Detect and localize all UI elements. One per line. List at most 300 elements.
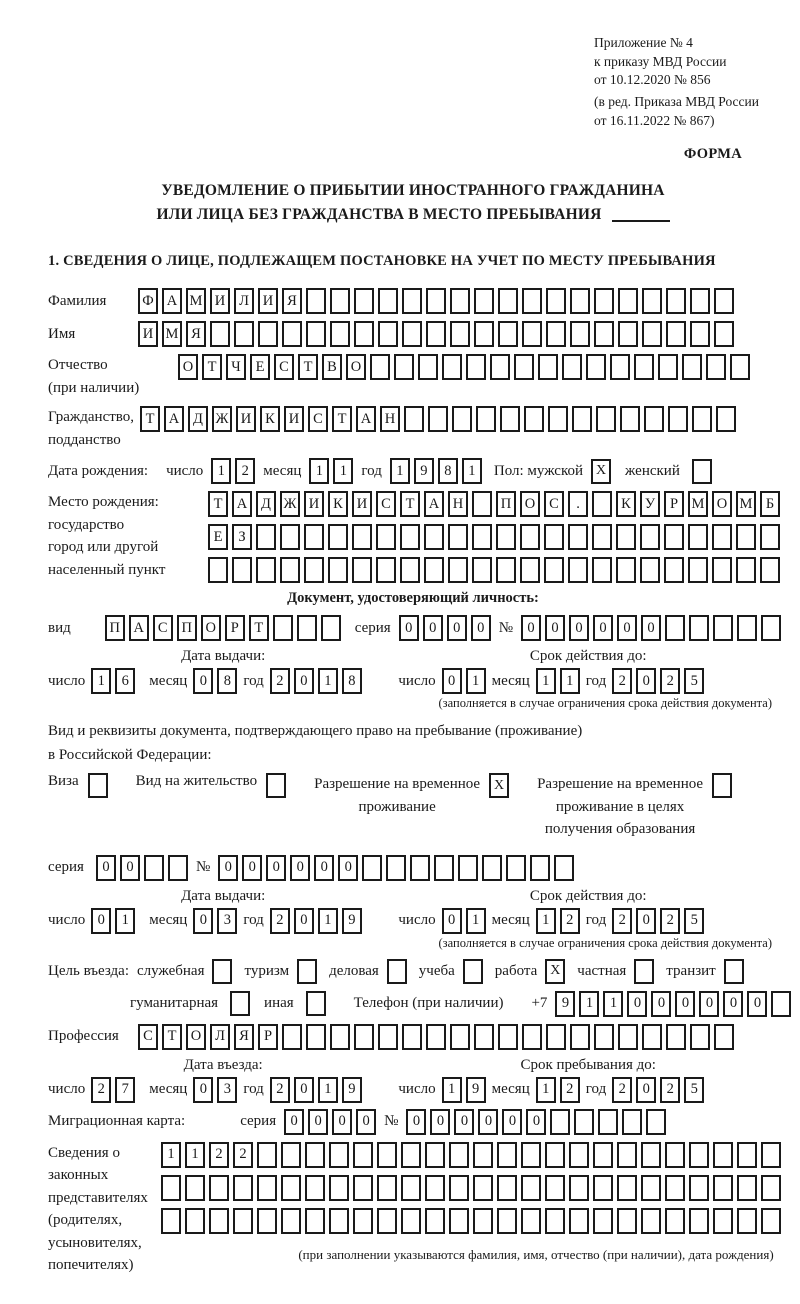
char-cell[interactable]: [472, 557, 492, 583]
char-cell[interactable]: [514, 354, 534, 380]
char-cell[interactable]: [634, 354, 654, 380]
char-cell[interactable]: [530, 855, 550, 881]
char-cell[interactable]: [618, 288, 638, 314]
char-cell[interactable]: [354, 1024, 374, 1050]
char-cell[interactable]: [689, 1142, 709, 1168]
char-cell[interactable]: [617, 1142, 637, 1168]
temp-residence-permit-checkbox[interactable]: X: [489, 773, 509, 798]
char-cell[interactable]: [473, 1142, 493, 1168]
char-cell[interactable]: [690, 288, 710, 314]
char-cell[interactable]: В: [322, 354, 342, 380]
char-cell[interactable]: [490, 354, 510, 380]
char-cell[interactable]: [570, 288, 590, 314]
char-cell[interactable]: 0: [526, 1109, 546, 1135]
char-cell[interactable]: Р: [225, 615, 245, 641]
char-cell[interactable]: [545, 1208, 565, 1234]
char-cell[interactable]: [210, 321, 230, 347]
char-cell[interactable]: 0: [193, 668, 213, 694]
char-cell[interactable]: [665, 1175, 685, 1201]
char-cell[interactable]: [618, 1024, 638, 1050]
char-cell[interactable]: [426, 321, 446, 347]
char-cell[interactable]: [449, 1175, 469, 1201]
char-cell[interactable]: [281, 1175, 301, 1201]
char-cell[interactable]: [714, 1024, 734, 1050]
char-cell[interactable]: 1: [536, 908, 556, 934]
char-cell[interactable]: [401, 1175, 421, 1201]
char-cell[interactable]: 0: [284, 1109, 304, 1135]
char-cell[interactable]: [404, 406, 424, 432]
char-cell[interactable]: [281, 1142, 301, 1168]
char-cell[interactable]: [545, 1175, 565, 1201]
char-cell[interactable]: П: [496, 491, 516, 517]
char-cell[interactable]: [257, 1208, 277, 1234]
char-cell[interactable]: 0: [430, 1109, 450, 1135]
char-cell[interactable]: 2: [660, 1077, 680, 1103]
char-cell[interactable]: Т: [162, 1024, 182, 1050]
char-cell[interactable]: 0: [502, 1109, 522, 1135]
char-cell[interactable]: [352, 557, 372, 583]
char-cell[interactable]: [592, 491, 612, 517]
char-cell[interactable]: З: [232, 524, 252, 550]
char-cell[interactable]: [712, 557, 732, 583]
char-cell[interactable]: [234, 321, 254, 347]
char-cell[interactable]: [330, 288, 350, 314]
char-cell[interactable]: [593, 1208, 613, 1234]
char-cell[interactable]: 2: [209, 1142, 229, 1168]
char-cell[interactable]: 2: [235, 458, 255, 484]
char-cell[interactable]: [498, 1024, 518, 1050]
char-cell[interactable]: [458, 855, 478, 881]
char-cell[interactable]: [520, 557, 540, 583]
char-cell[interactable]: [761, 615, 781, 641]
char-cell[interactable]: [321, 615, 341, 641]
char-cell[interactable]: [593, 1175, 613, 1201]
char-cell[interactable]: [282, 321, 302, 347]
char-cell[interactable]: [506, 855, 526, 881]
char-cell[interactable]: 8: [342, 668, 362, 694]
char-cell[interactable]: Я: [186, 321, 206, 347]
char-cell[interactable]: [569, 1175, 589, 1201]
char-cell[interactable]: [682, 354, 702, 380]
char-cell[interactable]: [736, 557, 756, 583]
char-cell[interactable]: [664, 524, 684, 550]
char-cell[interactable]: 0: [447, 615, 467, 641]
char-cell[interactable]: [550, 1109, 570, 1135]
char-cell[interactable]: 0: [96, 855, 116, 881]
purpose-humanitarian-checkbox[interactable]: [230, 991, 250, 1016]
char-cell[interactable]: [666, 321, 686, 347]
char-cell[interactable]: [497, 1208, 517, 1234]
char-cell[interactable]: [644, 406, 664, 432]
char-cell[interactable]: 0: [308, 1109, 328, 1135]
char-cell[interactable]: [306, 288, 326, 314]
char-cell[interactable]: [522, 288, 542, 314]
char-cell[interactable]: [554, 855, 574, 881]
char-cell[interactable]: 3: [217, 908, 237, 934]
char-cell[interactable]: [450, 321, 470, 347]
char-cell[interactable]: [161, 1208, 181, 1234]
char-cell[interactable]: 2: [660, 668, 680, 694]
char-cell[interactable]: 0: [91, 908, 111, 934]
char-cell[interactable]: [690, 1024, 710, 1050]
char-cell[interactable]: [610, 354, 630, 380]
char-cell[interactable]: Б: [760, 491, 780, 517]
char-cell[interactable]: 0: [193, 908, 213, 934]
char-cell[interactable]: 0: [338, 855, 358, 881]
char-cell[interactable]: [642, 288, 662, 314]
char-cell[interactable]: [386, 855, 406, 881]
char-cell[interactable]: [689, 1175, 709, 1201]
char-cell[interactable]: [520, 524, 540, 550]
char-cell[interactable]: 2: [660, 908, 680, 934]
char-cell[interactable]: [496, 557, 516, 583]
sex-male-checkbox[interactable]: X: [591, 459, 611, 484]
char-cell[interactable]: [208, 557, 228, 583]
char-cell[interactable]: [305, 1175, 325, 1201]
char-cell[interactable]: 1: [466, 908, 486, 934]
char-cell[interactable]: [562, 354, 582, 380]
char-cell[interactable]: [712, 524, 732, 550]
char-cell[interactable]: О: [712, 491, 732, 517]
char-cell[interactable]: П: [105, 615, 125, 641]
char-cell[interactable]: К: [260, 406, 280, 432]
char-cell[interactable]: А: [232, 491, 252, 517]
char-cell[interactable]: [330, 1024, 350, 1050]
char-cell[interactable]: Л: [234, 288, 254, 314]
char-cell[interactable]: 0: [651, 991, 671, 1017]
sex-female-checkbox[interactable]: [692, 459, 712, 484]
char-cell[interactable]: Д: [188, 406, 208, 432]
char-cell[interactable]: Т: [332, 406, 352, 432]
char-cell[interactable]: 1: [115, 908, 135, 934]
char-cell[interactable]: [713, 1208, 733, 1234]
char-cell[interactable]: Ж: [212, 406, 232, 432]
char-cell[interactable]: [616, 524, 636, 550]
char-cell[interactable]: О: [201, 615, 221, 641]
char-cell[interactable]: [592, 524, 612, 550]
char-cell[interactable]: Т: [208, 491, 228, 517]
char-cell[interactable]: [281, 1208, 301, 1234]
char-cell[interactable]: 8: [438, 458, 458, 484]
char-cell[interactable]: 0: [478, 1109, 498, 1135]
char-cell[interactable]: [716, 406, 736, 432]
char-cell[interactable]: Т: [400, 491, 420, 517]
char-cell[interactable]: .: [568, 491, 588, 517]
char-cell[interactable]: [304, 524, 324, 550]
char-cell[interactable]: [538, 354, 558, 380]
char-cell[interactable]: [646, 1109, 666, 1135]
char-cell[interactable]: [761, 1175, 781, 1201]
char-cell[interactable]: [598, 1109, 618, 1135]
char-cell[interactable]: [544, 557, 564, 583]
char-cell[interactable]: [476, 406, 496, 432]
char-cell[interactable]: [410, 855, 430, 881]
char-cell[interactable]: [328, 524, 348, 550]
char-cell[interactable]: [761, 1142, 781, 1168]
char-cell[interactable]: [376, 557, 396, 583]
char-cell[interactable]: [185, 1208, 205, 1234]
char-cell[interactable]: С: [138, 1024, 158, 1050]
char-cell[interactable]: А: [424, 491, 444, 517]
char-cell[interactable]: [161, 1175, 181, 1201]
char-cell[interactable]: 0: [636, 908, 656, 934]
char-cell[interactable]: [482, 855, 502, 881]
char-cell[interactable]: [592, 557, 612, 583]
char-cell[interactable]: 1: [309, 458, 329, 484]
char-cell[interactable]: [546, 321, 566, 347]
char-cell[interactable]: [280, 524, 300, 550]
char-cell[interactable]: М: [186, 288, 206, 314]
char-cell[interactable]: 1: [390, 458, 410, 484]
char-cell[interactable]: [377, 1142, 397, 1168]
char-cell[interactable]: 0: [636, 668, 656, 694]
char-cell[interactable]: 0: [120, 855, 140, 881]
char-cell[interactable]: [305, 1142, 325, 1168]
char-cell[interactable]: Т: [298, 354, 318, 380]
char-cell[interactable]: [329, 1208, 349, 1234]
char-cell[interactable]: 0: [442, 908, 462, 934]
char-cell[interactable]: [500, 406, 520, 432]
char-cell[interactable]: 5: [684, 668, 704, 694]
char-cell[interactable]: Т: [249, 615, 269, 641]
char-cell[interactable]: [330, 321, 350, 347]
char-cell[interactable]: 0: [747, 991, 767, 1017]
char-cell[interactable]: [328, 557, 348, 583]
char-cell[interactable]: 0: [442, 668, 462, 694]
char-cell[interactable]: Р: [258, 1024, 278, 1050]
char-cell[interactable]: Н: [380, 406, 400, 432]
char-cell[interactable]: 1: [462, 458, 482, 484]
purpose-work-checkbox[interactable]: X: [545, 959, 565, 984]
char-cell[interactable]: [771, 991, 791, 1017]
char-cell[interactable]: [450, 288, 470, 314]
char-cell[interactable]: 0: [641, 615, 661, 641]
char-cell[interactable]: [428, 406, 448, 432]
char-cell[interactable]: [450, 1024, 470, 1050]
char-cell[interactable]: 0: [423, 615, 443, 641]
char-cell[interactable]: [569, 1142, 589, 1168]
char-cell[interactable]: [424, 524, 444, 550]
char-cell[interactable]: [353, 1142, 373, 1168]
char-cell[interactable]: 0: [521, 615, 541, 641]
char-cell[interactable]: Л: [210, 1024, 230, 1050]
char-cell[interactable]: 2: [91, 1077, 111, 1103]
char-cell[interactable]: [425, 1142, 445, 1168]
char-cell[interactable]: [593, 1142, 613, 1168]
char-cell[interactable]: [640, 524, 660, 550]
char-cell[interactable]: [472, 524, 492, 550]
char-cell[interactable]: [642, 321, 662, 347]
char-cell[interactable]: У: [640, 491, 660, 517]
char-cell[interactable]: [362, 855, 382, 881]
char-cell[interactable]: [474, 288, 494, 314]
residence-permit-checkbox[interactable]: [266, 773, 286, 798]
char-cell[interactable]: [401, 1208, 421, 1234]
char-cell[interactable]: [233, 1175, 253, 1201]
char-cell[interactable]: 1: [318, 1077, 338, 1103]
char-cell[interactable]: Ж: [280, 491, 300, 517]
char-cell[interactable]: [353, 1208, 373, 1234]
char-cell[interactable]: 1: [211, 458, 231, 484]
char-cell[interactable]: [617, 1208, 637, 1234]
char-cell[interactable]: 0: [617, 615, 637, 641]
char-cell[interactable]: [209, 1175, 229, 1201]
char-cell[interactable]: [668, 406, 688, 432]
char-cell[interactable]: [257, 1142, 277, 1168]
char-cell[interactable]: [568, 557, 588, 583]
char-cell[interactable]: 0: [266, 855, 286, 881]
char-cell[interactable]: [497, 1142, 517, 1168]
char-cell[interactable]: [546, 288, 566, 314]
char-cell[interactable]: [641, 1175, 661, 1201]
char-cell[interactable]: [521, 1142, 541, 1168]
char-cell[interactable]: Т: [140, 406, 160, 432]
char-cell[interactable]: Ч: [226, 354, 246, 380]
char-cell[interactable]: [594, 321, 614, 347]
char-cell[interactable]: 2: [612, 908, 632, 934]
char-cell[interactable]: [572, 406, 592, 432]
char-cell[interactable]: 0: [290, 855, 310, 881]
char-cell[interactable]: 2: [233, 1142, 253, 1168]
char-cell[interactable]: [256, 557, 276, 583]
char-cell[interactable]: [642, 1024, 662, 1050]
char-cell[interactable]: С: [153, 615, 173, 641]
char-cell[interactable]: [232, 557, 252, 583]
char-cell[interactable]: [185, 1175, 205, 1201]
char-cell[interactable]: [425, 1175, 445, 1201]
char-cell[interactable]: [400, 524, 420, 550]
char-cell[interactable]: 1: [603, 991, 623, 1017]
char-cell[interactable]: Н: [448, 491, 468, 517]
char-cell[interactable]: [641, 1142, 661, 1168]
char-cell[interactable]: [305, 1208, 325, 1234]
char-cell[interactable]: 0: [454, 1109, 474, 1135]
char-cell[interactable]: 0: [627, 991, 647, 1017]
char-cell[interactable]: [737, 1142, 757, 1168]
char-cell[interactable]: М: [688, 491, 708, 517]
char-cell[interactable]: 0: [636, 1077, 656, 1103]
char-cell[interactable]: [306, 1024, 326, 1050]
char-cell[interactable]: Е: [250, 354, 270, 380]
char-cell[interactable]: [736, 524, 756, 550]
visa-checkbox[interactable]: [88, 773, 108, 798]
char-cell[interactable]: [498, 321, 518, 347]
char-cell[interactable]: К: [616, 491, 636, 517]
purpose-study-checkbox[interactable]: [463, 959, 483, 984]
char-cell[interactable]: 2: [612, 668, 632, 694]
char-cell[interactable]: [570, 1024, 590, 1050]
char-cell[interactable]: [664, 557, 684, 583]
char-cell[interactable]: А: [129, 615, 149, 641]
char-cell[interactable]: [434, 855, 454, 881]
char-cell[interactable]: [168, 855, 188, 881]
char-cell[interactable]: [400, 557, 420, 583]
char-cell[interactable]: [618, 321, 638, 347]
char-cell[interactable]: [402, 288, 422, 314]
char-cell[interactable]: [616, 557, 636, 583]
char-cell[interactable]: [498, 288, 518, 314]
char-cell[interactable]: П: [177, 615, 197, 641]
char-cell[interactable]: [233, 1208, 253, 1234]
char-cell[interactable]: [353, 1175, 373, 1201]
char-cell[interactable]: 9: [414, 458, 434, 484]
char-cell[interactable]: 0: [294, 668, 314, 694]
char-cell[interactable]: 0: [356, 1109, 376, 1135]
char-cell[interactable]: [329, 1175, 349, 1201]
char-cell[interactable]: Ф: [138, 288, 158, 314]
char-cell[interactable]: 0: [332, 1109, 352, 1135]
char-cell[interactable]: О: [186, 1024, 206, 1050]
char-cell[interactable]: [449, 1208, 469, 1234]
char-cell[interactable]: [354, 321, 374, 347]
char-cell[interactable]: [329, 1142, 349, 1168]
char-cell[interactable]: 0: [569, 615, 589, 641]
char-cell[interactable]: 2: [270, 908, 290, 934]
char-cell[interactable]: И: [352, 491, 372, 517]
char-cell[interactable]: 2: [270, 1077, 290, 1103]
purpose-private-checkbox[interactable]: [634, 959, 654, 984]
char-cell[interactable]: 0: [314, 855, 334, 881]
char-cell[interactable]: [258, 321, 278, 347]
char-cell[interactable]: И: [236, 406, 256, 432]
char-cell[interactable]: 1: [560, 668, 580, 694]
char-cell[interactable]: [568, 524, 588, 550]
char-cell[interactable]: А: [356, 406, 376, 432]
char-cell[interactable]: [522, 321, 542, 347]
char-cell[interactable]: [449, 1142, 469, 1168]
char-cell[interactable]: 1: [466, 668, 486, 694]
char-cell[interactable]: [426, 1024, 446, 1050]
char-cell[interactable]: 1: [185, 1142, 205, 1168]
char-cell[interactable]: Т: [202, 354, 222, 380]
char-cell[interactable]: 0: [471, 615, 491, 641]
char-cell[interactable]: [594, 288, 614, 314]
char-cell[interactable]: [378, 321, 398, 347]
char-cell[interactable]: [640, 557, 660, 583]
char-cell[interactable]: [426, 288, 446, 314]
char-cell[interactable]: 9: [342, 1077, 362, 1103]
char-cell[interactable]: О: [346, 354, 366, 380]
char-cell[interactable]: [522, 1024, 542, 1050]
char-cell[interactable]: [546, 1024, 566, 1050]
char-cell[interactable]: 1: [579, 991, 599, 1017]
char-cell[interactable]: 0: [399, 615, 419, 641]
char-cell[interactable]: [713, 1142, 733, 1168]
char-cell[interactable]: И: [210, 288, 230, 314]
char-cell[interactable]: 2: [270, 668, 290, 694]
char-cell[interactable]: [760, 557, 780, 583]
char-cell[interactable]: [474, 321, 494, 347]
char-cell[interactable]: 0: [545, 615, 565, 641]
char-cell[interactable]: [466, 354, 486, 380]
char-cell[interactable]: [497, 1175, 517, 1201]
char-cell[interactable]: [473, 1175, 493, 1201]
char-cell[interactable]: И: [258, 288, 278, 314]
char-cell[interactable]: 8: [217, 668, 237, 694]
char-cell[interactable]: 6: [115, 668, 135, 694]
char-cell[interactable]: С: [376, 491, 396, 517]
char-cell[interactable]: [524, 406, 544, 432]
char-cell[interactable]: [144, 855, 164, 881]
char-cell[interactable]: 0: [242, 855, 262, 881]
char-cell[interactable]: [545, 1142, 565, 1168]
char-cell[interactable]: [665, 1142, 685, 1168]
char-cell[interactable]: [418, 354, 438, 380]
char-cell[interactable]: [474, 1024, 494, 1050]
char-cell[interactable]: 0: [723, 991, 743, 1017]
char-cell[interactable]: [713, 1175, 733, 1201]
char-cell[interactable]: [448, 524, 468, 550]
